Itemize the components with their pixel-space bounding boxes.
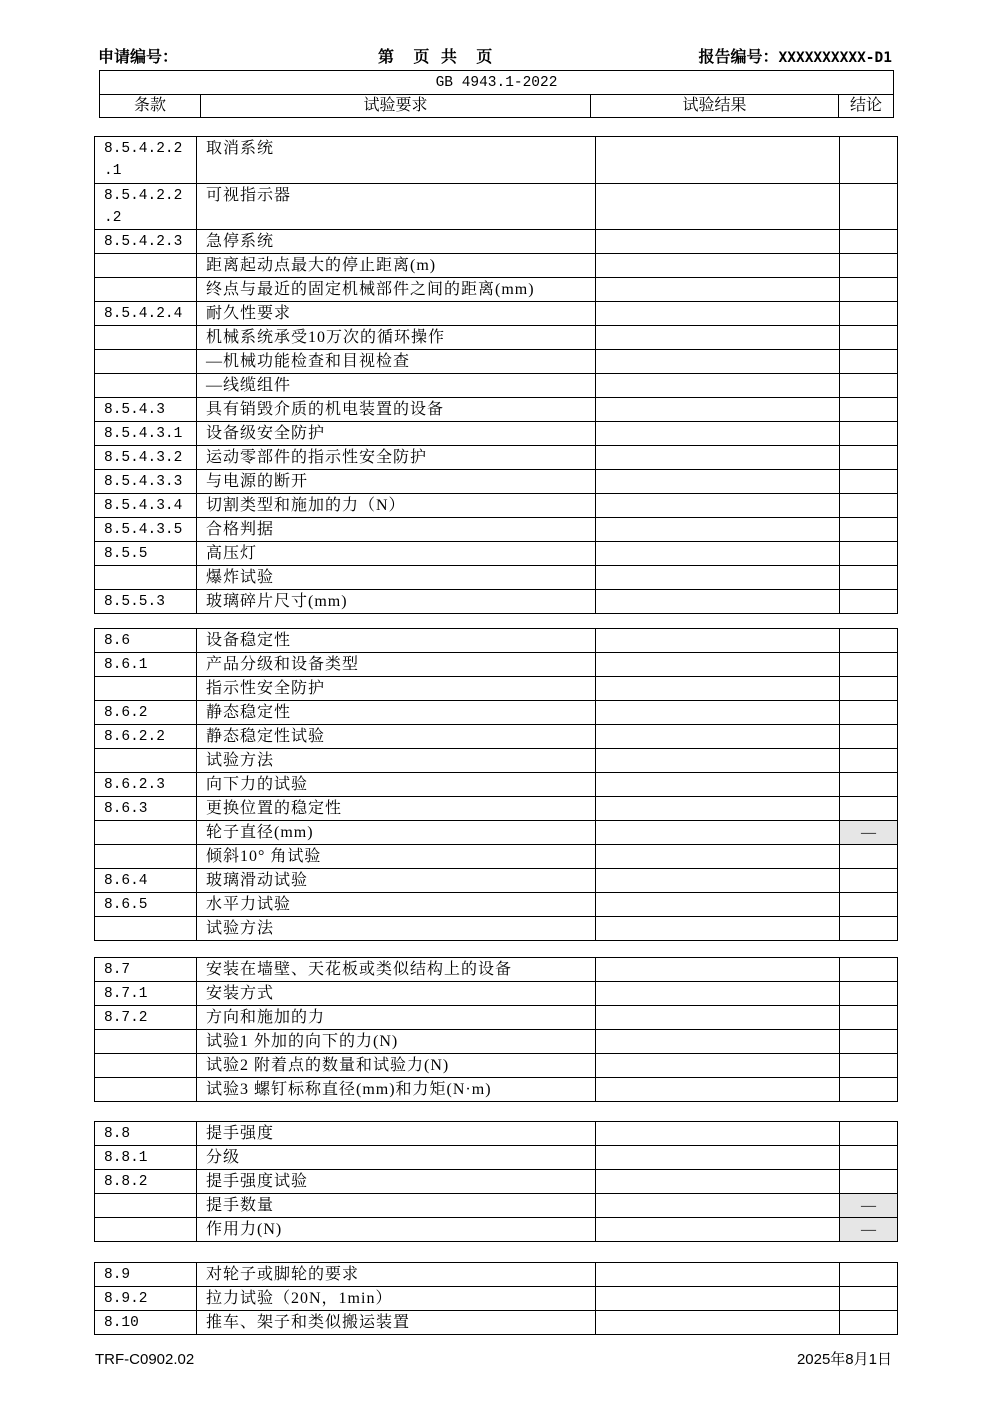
table-row xyxy=(95,422,898,446)
verdict-cell xyxy=(840,446,898,470)
verdict-cell xyxy=(840,917,898,941)
clause-cell: 8.6.3 xyxy=(95,797,197,821)
clause-cell: 8.6.5 xyxy=(95,893,197,917)
requirement-cell: —线缆组件 xyxy=(197,374,596,398)
clause-cell: 8.9.2 xyxy=(95,1287,197,1311)
verdict-cell xyxy=(840,374,898,398)
result-cell xyxy=(596,1006,840,1030)
verdict-cell xyxy=(840,1078,898,1102)
requirement-cell: 与电源的断开 xyxy=(197,470,596,494)
standard-title: GB 4943.1-2022 xyxy=(100,71,894,95)
table-row xyxy=(95,1311,898,1335)
result-cell xyxy=(596,1054,840,1078)
form-code: TRF-C0902.02 xyxy=(95,1351,195,1368)
requirement-cell: 可视指示器 xyxy=(197,183,596,230)
table-row xyxy=(95,1287,898,1311)
verdict-cell xyxy=(840,1006,898,1030)
table-row xyxy=(95,1030,898,1054)
result-cell xyxy=(596,1170,840,1194)
table-row xyxy=(95,1170,898,1194)
table-row xyxy=(95,590,898,614)
clause-cell: 8.5.5 xyxy=(95,542,197,566)
clause-cell xyxy=(95,917,197,941)
requirement-cell: 具有销毁介质的机电装置的设备 xyxy=(197,398,596,422)
report-number-value: XXXXXXXXXX-D1 xyxy=(778,50,892,66)
result-cell xyxy=(596,917,840,941)
verdict-cell xyxy=(840,773,898,797)
table-row xyxy=(95,398,898,422)
verdict-cell xyxy=(840,518,898,542)
clause-cell: 8.6.1 xyxy=(95,653,197,677)
clause-cell xyxy=(95,254,197,278)
clause-cell: 8.5.4.2.4 xyxy=(95,302,197,326)
verdict-cell xyxy=(840,653,898,677)
result-cell xyxy=(596,374,840,398)
result-cell xyxy=(596,1311,840,1335)
requirement-cell: 提手强度 xyxy=(197,1122,596,1146)
table-row xyxy=(95,725,898,749)
table-row xyxy=(95,446,898,470)
requirement-cell: 安装在墙壁、天花板或类似结构上的设备 xyxy=(197,958,596,982)
verdict-cell xyxy=(840,350,898,374)
table-row xyxy=(95,374,898,398)
requirement-cell: 静态稳定性 xyxy=(197,701,596,725)
requirement-cell: 向下力的试验 xyxy=(197,773,596,797)
verdict-cell xyxy=(840,1287,898,1311)
verdict-cell xyxy=(840,677,898,701)
verdict-cell xyxy=(840,1146,898,1170)
verdict-cell xyxy=(840,278,898,302)
clause-cell: 8.7.2 xyxy=(95,1006,197,1030)
table-row xyxy=(95,326,898,350)
table-row xyxy=(95,137,898,184)
column-header-requirement: 试验要求 xyxy=(201,95,591,118)
verdict-cell xyxy=(840,398,898,422)
result-cell xyxy=(596,254,840,278)
table-row xyxy=(95,350,898,374)
requirement-cell: 试验方法 xyxy=(197,917,596,941)
verdict-cell xyxy=(840,629,898,653)
clause-cell: 8.5.4.3 xyxy=(95,398,197,422)
clause-cell: 8.5.4.2.2 .1 xyxy=(95,137,197,184)
clause-table xyxy=(94,136,898,614)
result-cell xyxy=(596,446,840,470)
result-cell xyxy=(596,137,840,184)
result-cell xyxy=(596,1078,840,1102)
clause-cell: 8.5.5.3 xyxy=(95,590,197,614)
clause-cell: 8.5.4.2.2 .2 xyxy=(95,183,197,230)
table-row xyxy=(95,518,898,542)
requirement-cell: 作用力(N) xyxy=(197,1218,596,1242)
table-row xyxy=(95,230,898,254)
requirement-cell: 对轮子或脚轮的要求 xyxy=(197,1263,596,1287)
result-cell xyxy=(596,1146,840,1170)
result-cell xyxy=(596,701,840,725)
clause-table xyxy=(94,957,898,1102)
result-cell xyxy=(596,1030,840,1054)
clause-cell: 8.8 xyxy=(95,1122,197,1146)
table-row xyxy=(95,1218,898,1242)
verdict-cell xyxy=(840,701,898,725)
clause-cell xyxy=(95,374,197,398)
table-row xyxy=(95,821,898,845)
result-cell xyxy=(596,958,840,982)
requirement-cell: 轮子直径(mm) xyxy=(197,821,596,845)
requirement-cell: 运动零部件的指示性安全防护 xyxy=(197,446,596,470)
requirement-cell: 水平力试验 xyxy=(197,893,596,917)
requirement-cell: 更换位置的稳定性 xyxy=(197,797,596,821)
result-cell xyxy=(596,982,840,1006)
result-cell xyxy=(596,1122,840,1146)
result-cell xyxy=(596,518,840,542)
requirement-cell: 推车、架子和类似搬运装置 xyxy=(197,1311,596,1335)
requirement-cell: 指示性安全防护 xyxy=(197,677,596,701)
verdict-cell xyxy=(840,590,898,614)
requirement-cell: 设备级安全防护 xyxy=(197,422,596,446)
verdict-cell xyxy=(840,725,898,749)
requirement-cell: 急停系统 xyxy=(197,230,596,254)
requirement-cell: —机械功能检查和目视检查 xyxy=(197,350,596,374)
result-cell xyxy=(596,893,840,917)
verdict-cell xyxy=(840,302,898,326)
column-header-verdict: 结论 xyxy=(839,95,894,118)
clause-cell xyxy=(95,566,197,590)
verdict-cell xyxy=(840,869,898,893)
result-cell xyxy=(596,566,840,590)
verdict-cell xyxy=(840,1030,898,1054)
table-row xyxy=(95,254,898,278)
verdict-cell xyxy=(840,566,898,590)
table-row xyxy=(95,566,898,590)
table-row xyxy=(95,958,898,982)
column-header-row xyxy=(100,95,894,118)
clause-cell: 8.8.2 xyxy=(95,1170,197,1194)
clause-cell xyxy=(95,326,197,350)
clause-cell xyxy=(95,1218,197,1242)
clause-cell xyxy=(95,278,197,302)
clause-cell: 8.6 xyxy=(95,629,197,653)
requirement-cell: 耐久性要求 xyxy=(197,302,596,326)
result-cell xyxy=(596,278,840,302)
result-cell xyxy=(596,773,840,797)
table-row xyxy=(95,893,898,917)
clause-cell: 8.5.4.3.2 xyxy=(95,446,197,470)
column-header-result: 试验结果 xyxy=(591,95,839,118)
table-row xyxy=(95,677,898,701)
report-number xyxy=(698,48,892,68)
clause-cell xyxy=(95,1078,197,1102)
verdict-cell xyxy=(840,958,898,982)
verdict-cell xyxy=(840,982,898,1006)
clause-table xyxy=(94,1121,898,1242)
table-row xyxy=(95,701,898,725)
clause-cell xyxy=(95,821,197,845)
clause-table xyxy=(94,1262,898,1335)
verdict-cell xyxy=(840,893,898,917)
clause-cell xyxy=(95,845,197,869)
result-cell xyxy=(596,629,840,653)
result-cell xyxy=(596,494,840,518)
table-row xyxy=(95,278,898,302)
clause-cell: 8.5.4.3.3 xyxy=(95,470,197,494)
result-cell xyxy=(596,326,840,350)
requirement-cell: 方向和施加的力 xyxy=(197,1006,596,1030)
clause-cell: 8.5.4.3.5 xyxy=(95,518,197,542)
result-cell xyxy=(596,183,840,230)
result-cell xyxy=(596,470,840,494)
result-cell xyxy=(596,398,840,422)
requirement-cell: 设备稳定性 xyxy=(197,629,596,653)
table-row xyxy=(95,1194,898,1218)
clause-cell: 8.5.4.3.4 xyxy=(95,494,197,518)
table-row xyxy=(95,749,898,773)
table-row xyxy=(95,1078,898,1102)
verdict-cell xyxy=(840,494,898,518)
requirement-cell: 试验2 附着点的数量和试验力(N) xyxy=(197,1054,596,1078)
result-cell xyxy=(596,1263,840,1287)
verdict-cell xyxy=(840,1311,898,1335)
clause-cell: 8.10 xyxy=(95,1311,197,1335)
clause-cell: 8.6.2 xyxy=(95,701,197,725)
clause-cell xyxy=(95,1054,197,1078)
result-cell xyxy=(596,749,840,773)
clause-cell xyxy=(95,350,197,374)
result-cell xyxy=(596,590,840,614)
clause-table xyxy=(94,628,898,941)
requirement-cell: 切割类型和施加的力（N） xyxy=(197,494,596,518)
table-row xyxy=(95,653,898,677)
result-cell xyxy=(596,350,840,374)
result-cell xyxy=(596,1218,840,1242)
requirement-cell: 提手强度试验 xyxy=(197,1170,596,1194)
table-row xyxy=(95,797,898,821)
table-row xyxy=(95,1006,898,1030)
verdict-cell xyxy=(840,1263,898,1287)
table-row xyxy=(95,302,898,326)
verdict-cell: — xyxy=(840,821,898,845)
requirement-cell: 爆炸试验 xyxy=(197,566,596,590)
table-row xyxy=(95,917,898,941)
requirement-cell: 分级 xyxy=(197,1146,596,1170)
requirement-cell: 静态稳定性试验 xyxy=(197,725,596,749)
clause-cell: 8.6.2.3 xyxy=(95,773,197,797)
verdict-cell xyxy=(840,1170,898,1194)
table-row xyxy=(95,542,898,566)
requirement-cell: 玻璃碎片尺寸(mm) xyxy=(197,590,596,614)
result-cell xyxy=(596,422,840,446)
requirement-cell: 玻璃滑动试验 xyxy=(197,869,596,893)
verdict-cell: — xyxy=(840,1194,898,1218)
clause-cell: 8.9 xyxy=(95,1263,197,1287)
table-row xyxy=(95,494,898,518)
result-cell xyxy=(596,845,840,869)
table-row xyxy=(95,1122,898,1146)
table-row xyxy=(95,1263,898,1287)
report-number-label: 报告编号： xyxy=(698,49,779,66)
clause-cell xyxy=(95,1194,197,1218)
verdict-cell xyxy=(840,254,898,278)
result-cell xyxy=(596,677,840,701)
page-count-label: 第 页 共 页 xyxy=(378,49,496,66)
table-row xyxy=(95,1054,898,1078)
verdict-cell xyxy=(840,137,898,184)
table-row xyxy=(95,845,898,869)
verdict-cell: — xyxy=(840,1218,898,1242)
verdict-cell xyxy=(840,470,898,494)
clause-cell: 8.7.1 xyxy=(95,982,197,1006)
result-cell xyxy=(596,230,840,254)
clause-cell: 8.6.4 xyxy=(95,869,197,893)
verdict-cell xyxy=(840,230,898,254)
requirement-cell: 试验1 外加的向下的力(N) xyxy=(197,1030,596,1054)
verdict-cell xyxy=(840,542,898,566)
verdict-cell xyxy=(840,183,898,230)
result-cell xyxy=(596,821,840,845)
requirement-cell: 合格判据 xyxy=(197,518,596,542)
verdict-cell xyxy=(840,1122,898,1146)
table-row xyxy=(95,773,898,797)
table-row xyxy=(95,869,898,893)
clause-cell xyxy=(95,1030,197,1054)
table-row xyxy=(95,1146,898,1170)
result-cell xyxy=(596,797,840,821)
table-row xyxy=(95,629,898,653)
standard-header-table xyxy=(99,70,894,118)
verdict-cell xyxy=(840,326,898,350)
result-cell xyxy=(596,1194,840,1218)
requirement-cell: 提手数量 xyxy=(197,1194,596,1218)
result-cell xyxy=(596,653,840,677)
table-row xyxy=(95,470,898,494)
clause-cell: 8.7 xyxy=(95,958,197,982)
clause-cell xyxy=(95,677,197,701)
requirement-cell: 产品分级和设备类型 xyxy=(197,653,596,677)
verdict-cell xyxy=(840,797,898,821)
form-date: 2025年8月1日 xyxy=(796,1351,892,1368)
result-cell xyxy=(596,302,840,326)
requirement-cell: 试验方法 xyxy=(197,749,596,773)
requirement-cell: 拉力试验（20N，1min） xyxy=(197,1287,596,1311)
clause-cell xyxy=(95,749,197,773)
result-cell xyxy=(596,542,840,566)
requirement-cell: 倾斜10° 角试验 xyxy=(197,845,596,869)
clause-cell: 8.8.1 xyxy=(95,1146,197,1170)
requirement-cell: 终点与最近的固定机械部件之间的距离(mm) xyxy=(197,278,596,302)
verdict-cell xyxy=(840,1054,898,1078)
clause-cell: 8.6.2.2 xyxy=(95,725,197,749)
standard-row xyxy=(100,71,894,95)
requirement-cell: 安装方式 xyxy=(197,982,596,1006)
requirement-cell: 高压灯 xyxy=(197,542,596,566)
clause-cell: 8.5.4.2.3 xyxy=(95,230,197,254)
verdict-cell xyxy=(840,749,898,773)
column-header-clause: 条款 xyxy=(100,95,201,118)
clause-cell: 8.5.4.3.1 xyxy=(95,422,197,446)
requirement-cell: 距离起动点最大的停止距离(m) xyxy=(197,254,596,278)
result-cell xyxy=(596,725,840,749)
application-number-label: 申请编号： xyxy=(98,49,179,66)
table-row xyxy=(95,183,898,230)
requirement-cell: 试验3 螺钉标称直径(mm)和力矩(N·m) xyxy=(197,1078,596,1102)
verdict-cell xyxy=(840,422,898,446)
requirement-cell: 取消系统 xyxy=(197,137,596,184)
result-cell xyxy=(596,869,840,893)
table-row xyxy=(95,982,898,1006)
result-cell xyxy=(596,1287,840,1311)
verdict-cell xyxy=(840,845,898,869)
requirement-cell: 机械系统承受10万次的循环操作 xyxy=(197,326,596,350)
